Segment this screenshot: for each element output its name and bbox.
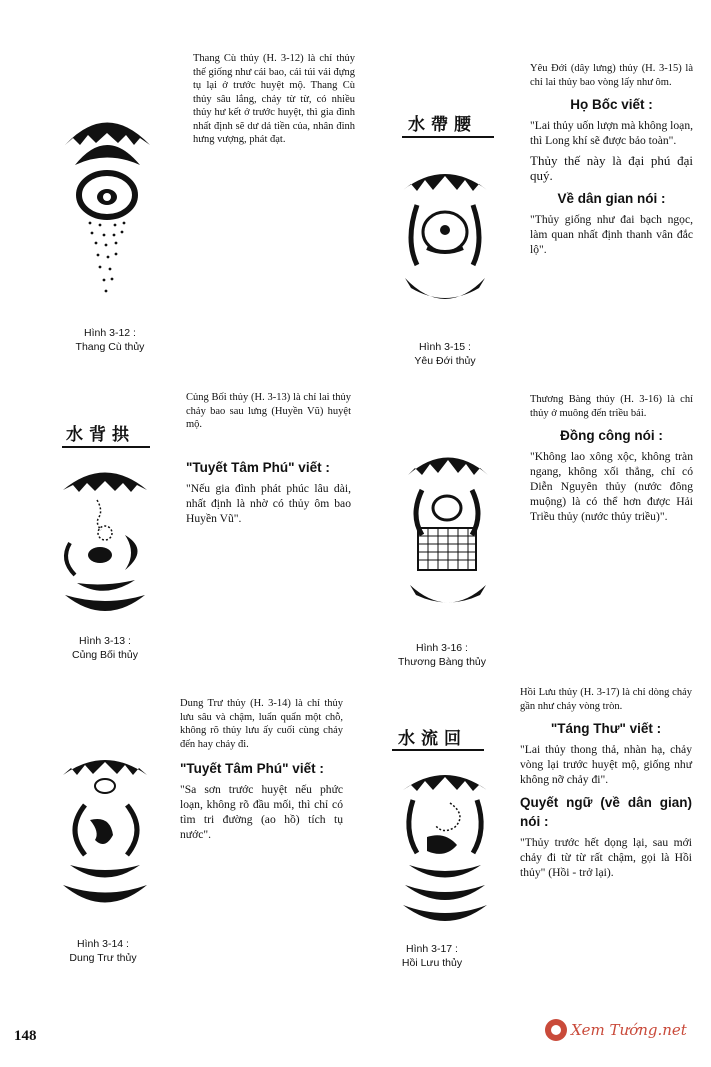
figure-3-12-text: Thang Cù thủy (H. 3-12) là chỉ thủy thế giống như cái bao, cái túi vải đựng tụ lại ở trước huyệt mộ. Thang Cù thủy sâu lắng, chảy từ từ, có nhiều thủy hư kết ở trước huyệt, thì gia đình nhất định sẽ dư dả tiền của, nhân đinh hưng vượng, phát đạt. bbox=[193, 53, 355, 145]
yin-yang-icon bbox=[545, 1019, 567, 1041]
figure-3-16-text: Thương Bàng thủy (H. 3-16) là chỉ thủy ở muông đến triều bái. Đồng công nói : "Không lao xông xộc, không tràn ngang, không xối thẳng, chỉ có Diễn Nguyên thủy (nước đông muộng) là có thể hơn được Hải Triều thủy (nước thủy triều)". bbox=[530, 394, 693, 523]
figure-3-15-diagram bbox=[395, 160, 495, 320]
figure-3-17-text: Hồi Lưu thủy (H. 3-17) là chỉ dòng chảy gần như chảy vòng tròn. "Táng Thư" viết : "Lai thủy thong thả, nhàn hạ, chảy vòng lại trước huyệt mộ, giống như không nỡ chảy đi". Quyết ngữ (về dân gian) nói : "Thủy trước hết dọng lại, sau mới chảy đi từ từ rất chậm, gọi là Hồi thủy" (Hồi - trở lại). bbox=[520, 687, 692, 879]
page-number: 148 bbox=[14, 1028, 37, 1044]
figure-3-17-caption: Hình 3-17 : Hồi Lưu thủy bbox=[401, 943, 463, 969]
figure-3-13-diagram bbox=[55, 455, 155, 625]
figure-3-15-cjk-title: 水帶腰 bbox=[408, 115, 477, 135]
figure-3-17-cjk-title: 水流回 bbox=[398, 729, 467, 749]
figure-3-15-caption: Hình 3-15 : Yêu Đới thủy bbox=[414, 341, 476, 367]
figure-3-14-caption: Hình 3-14 : Dung Trư thủy bbox=[69, 938, 137, 964]
figure-3-13-title-underline bbox=[62, 446, 150, 448]
figure-3-16-caption: Hình 3-16 : Thương Bàng thủy bbox=[397, 642, 487, 668]
site-logo-text: Xem Tướng.net bbox=[571, 1021, 687, 1039]
site-logo[interactable] bbox=[545, 1015, 687, 1045]
figure-3-13-text: Củng Bối thủy (H. 3-13) là chỉ lai thủy chảy bao sau lưng (Huyền Vũ) huyệt mộ. "Tuyết Tâm Phú" viết : "Nếu gia đình phát phúc lâu dài, nhất định là nhờ có thủy ôm bao Huyền Vũ". bbox=[186, 392, 351, 525]
figure-3-16-diagram bbox=[400, 440, 495, 620]
figure-3-14-text: Dung Trư thủy (H. 3-14) là chỉ thủy lưu sâu và chậm, luẩn quẩn một chỗ, không rõ thủy lưu ấy cuối cùng chảy đến hay chảy đi. "Tuyết Tâm Phú" viết : "Sa sơn trước huyệt nếu phức loạn, không rõ đầu mối, thì chỉ có tìm tri đường (ao hồ) tích tụ nước". bbox=[180, 698, 343, 841]
figure-3-13-cjk-title: 水背拱 bbox=[66, 425, 135, 445]
figure-3-13-caption: Hình 3-13 : Củng Bối thủy bbox=[72, 635, 138, 661]
figure-3-15-title-underline bbox=[402, 136, 494, 138]
figure-3-17-diagram bbox=[395, 765, 495, 935]
figure-3-14-diagram bbox=[55, 740, 155, 925]
figure-3-12-diagram bbox=[60, 105, 155, 305]
figure-3-12-caption: Hình 3-12 : Thang Cù thủy bbox=[75, 327, 145, 353]
figure-3-15-text: Yêu Đới (dây lưng) thủy (H. 3-15) là chỉ lai thủy bao vòng lấy như ôm. Họ Bốc viết : "Lai thủy uốn lượn mà không loạn, thì Long khí sẽ được bảo toàn". Thủy thế này là đại phú đại quý. Về dân gian nói : "Thủy giống như đai bạch ngọc, làm quan nhất định thanh vân đắc lộ". bbox=[530, 63, 694, 256]
figure-3-17-title-underline bbox=[392, 749, 484, 751]
